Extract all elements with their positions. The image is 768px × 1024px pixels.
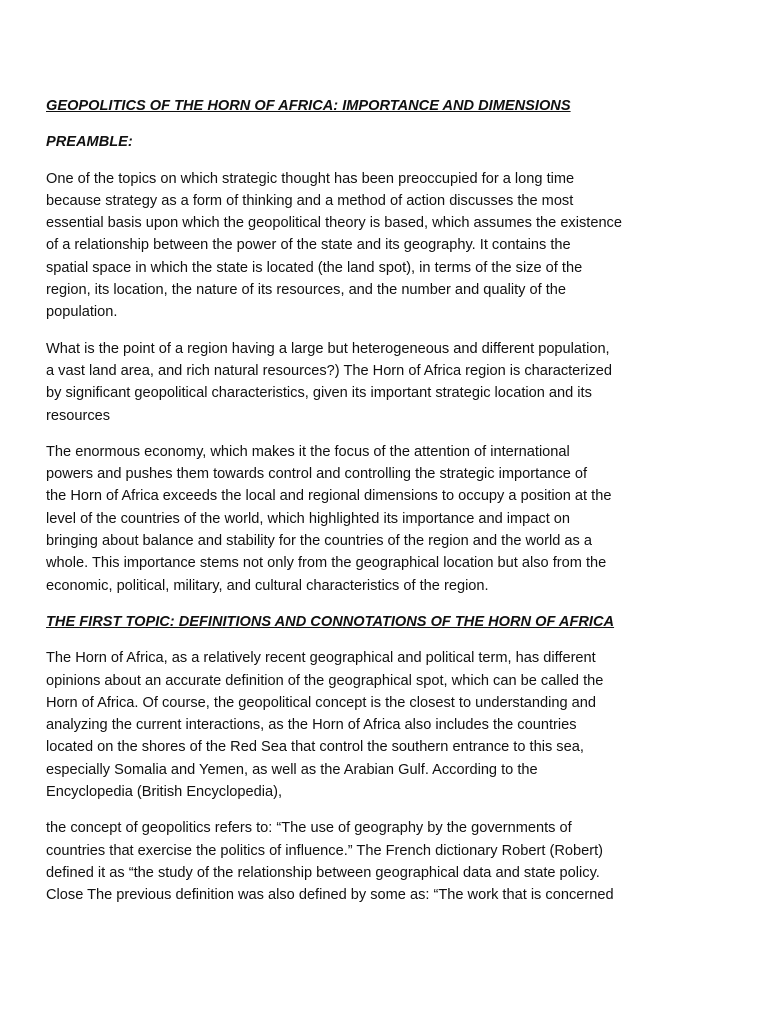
paragraph-line: One of the topics on which strategic thought has been preoccupied for a long time [46, 170, 575, 187]
paragraph-5 [46, 817, 726, 906]
paragraph-line: of a relationship between the power of the state and its geography. It contains the [46, 237, 571, 254]
paragraph-line: Close The previous definition was also defined by some as: “The work that is concerned [46, 887, 614, 904]
paragraph-line: the Horn of Africa exceeds the local and regional dimensions to occupy a position at the [46, 488, 612, 505]
paragraph-4 [46, 647, 726, 803]
preamble-label: PREAMBLE: [46, 134, 133, 151]
paragraph-line: The enormous economy, which makes it the focus of the attention of international [46, 443, 570, 460]
document-page [46, 95, 726, 907]
paragraph-line: economic, political, military, and cultural characteristics of the region. [46, 577, 489, 594]
paragraph-line: the concept of geopolitics refers to: “The use of geography by the governments of [46, 820, 572, 837]
paragraph-line: whole. This importance stems not only from the geographical location but also from the [46, 555, 607, 572]
paragraph-line: a vast land area, and rich natural resources?) The Horn of Africa region is characterized [46, 362, 612, 379]
document-title: GEOPOLITICS OF THE HORN OF AFRICA: IMPORTANCE AND DIMENSIONS [46, 98, 571, 114]
paragraph-line: resources [46, 407, 111, 424]
first-topic-heading: THE FIRST TOPIC: DEFINITIONS AND CONNOTATIONS OF THE HORN OF AFRICA [46, 613, 615, 630]
paragraph-line: opinions about an accurate definition of the geographical spot, which can be called the [46, 672, 604, 689]
paragraph-line: The Horn of Africa, as a relatively recent geographical and political term, has different [46, 650, 596, 667]
paragraph-line: because strategy as a form of thinking and a method of action discusses the most [46, 192, 574, 209]
paragraph-line: What is the point of a region having a large but heterogeneous and different population, [46, 340, 610, 357]
paragraph-line: bringing about balance and stability for the countries of the region and the world as a [46, 533, 592, 550]
paragraph-line: Encyclopedia (British Encyclopedia), [46, 784, 283, 801]
paragraph-line: Horn of Africa. Of course, the geopolitical concept is the closest to understanding and [46, 694, 597, 711]
paragraph-line: especially Somalia and Yemen, as well as the Arabian Gulf. According to the [46, 761, 538, 778]
paragraph-line: analyzing the current interactions, as the Horn of Africa also includes the countries [46, 717, 577, 734]
paragraph-line: located on the shores of the Red Sea that control the southern entrance to this sea, [46, 739, 584, 756]
paragraph-line: defined it as “the study of the relationship between geographical data and state policy. [46, 864, 600, 881]
paragraph-line: powers and pushes them towards control and controlling the strategic importance of [46, 466, 588, 483]
paragraph-line: essential basis upon which the geopolitical theory is based, which assumes the existence [46, 215, 622, 232]
paragraph-3 [46, 441, 726, 597]
paragraph-line: by significant geopolitical characteristics, given its important strategic location and its [46, 385, 592, 402]
paragraph-line: population. [46, 304, 118, 321]
paragraph-line: countries that exercise the politics of influence.” The French dictionary Robert (Robert) [46, 842, 603, 859]
paragraph-line: level of the countries of the world, which highlighted its importance and impact on [46, 510, 571, 527]
paragraph-2 [46, 338, 726, 427]
paragraph-1 [46, 168, 726, 324]
paragraph-line: region, its location, the nature of its resources, and the number and quality of the [46, 282, 567, 299]
paragraph-line: spatial space in which the state is located (the land spot), in terms of the size of the [46, 259, 583, 276]
